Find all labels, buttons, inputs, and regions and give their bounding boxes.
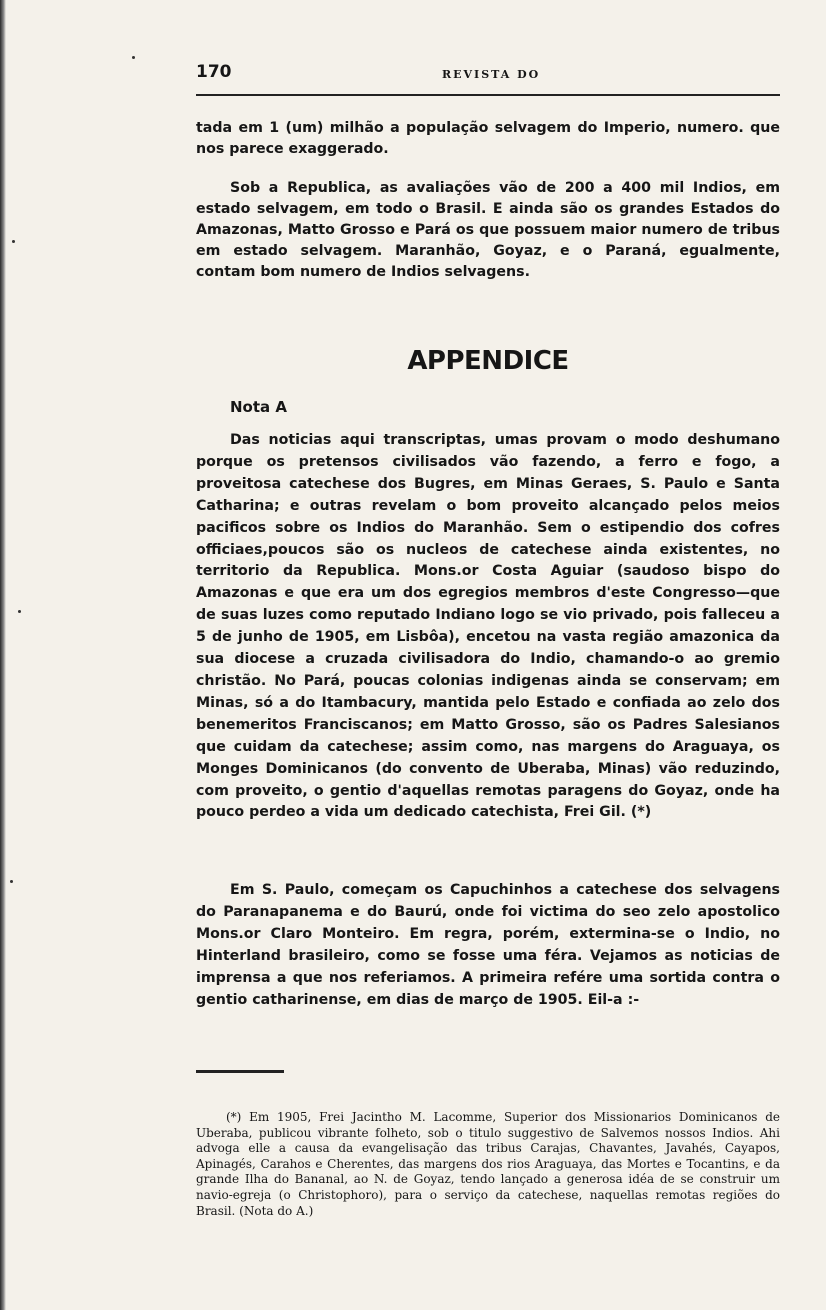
scan-binding-edge xyxy=(0,0,6,1310)
scan-speck xyxy=(10,880,13,883)
footnote-rule xyxy=(196,1070,284,1073)
page-number: 170 xyxy=(196,62,232,82)
header-rule xyxy=(196,94,780,96)
paragraph-population-empire xyxy=(196,118,780,160)
scan-speck xyxy=(132,56,135,59)
footnote-text: (*) Em 1905, Frei Jacintho M. Lacomme, Superior dos Missionarios Dominicanos de Uberaba, publicou vibrante folheto, sob o titulo suggestivo de Salvemos nossos Indios. Ahi advoga elle a causa da evangelisação das tribus Carajas, Chavantes, Javahés, Cayapos, Apinagés, Carahos e Cherentes, das margens dos rios Araguaya, das Mortes e Tocantins, e da grande Ilha do Bananal, ao N. de Goyaz, tendo lançado a generosa idéa de se construir um navio-egreja (o Christophoro), para o serviço da catechese, naquellas remotas regiões do Brasil. (Nota do A.) xyxy=(196,1110,780,1218)
footnote xyxy=(196,1110,780,1219)
paragraph-republic-estimates xyxy=(196,178,780,283)
paragraph-catechesis-news xyxy=(196,430,780,824)
scan-speck xyxy=(12,240,15,243)
paragraph-sao-paulo xyxy=(196,880,780,1011)
scan-speck xyxy=(18,610,21,613)
running-head: REVISTA DO xyxy=(442,68,541,81)
paragraph-text: Das noticias aqui transcriptas, umas provam o modo deshumano porque os pretensos civilisados vão fazendo, a ferro e fogo, a proveitosa catechese dos Bugres, em Minas Geraes, S. Paulo e Santa Catharina; e outras revelam o bom proveito alcançado pelos meios pacificos sobre os Indios do Maranhão. Sem o estipendio dos cofres officiaes,poucos são os nucleos de catechese ainda existentes, no territorio da Republica. Mons.or Costa Aguiar (saudoso bispo do Amazonas e que era um dos egregios membros d'este Congresso—que de suas luzes como reputado Indiano logo se vio privado, pois falleceu a 5 de junho de 1905, em Lisbôa), encetou na vasta região amazonica da sua diocese a cruzada civilisadora do Indio, chamando-o ao gremio christão. No Pará, poucas colonias indigenas ainda se conservam; em Minas, só a do Itambacury, mantida pelo Estado e confiada ao zelo dos benemeritos Franciscanos; em Matto Grosso, são os Padres Salesianos que cuidam da catechese; assim como, nas margens do Araguaya, os Monges Dominicanos (do convento de Uberaba, Minas) vão reduzindo, com proveito, o gentio d'aquellas remotas paragens do Goyaz, onde ha pouco perdeo a vida um dedicado catechista, Frei Gil. (*) xyxy=(196,432,780,821)
note-label: Nota A xyxy=(230,398,287,416)
paragraph-text: tada em 1 (um) milhão a população selvagem do Imperio, numero. que nos parece exaggerado. xyxy=(196,120,780,157)
appendix-title: APPENDICE xyxy=(407,346,569,376)
page-header xyxy=(196,58,780,88)
paragraph-text: Em S. Paulo, começam os Capuchinhos a catechese dos selvagens do Paranapanema e do Baurú, onde foi victima do seo zelo apostolico Mons.or Claro Monteiro. Em regra, porém, extermina-se o Indio, no Hinterland brasileiro, como se fosse uma féra. Vejamos as noticias de imprensa a que nos referiamos. A primeira refére uma sortida contra o gentio catharinense, em dias de março de 1905. Eil-a :- xyxy=(196,882,780,1008)
paragraph-text: Sob a Republica, as avaliações vão de 200 a 400 mil Indios, em estado selvagem, em todo o Brasil. E ainda são os grandes Estados do Amazonas, Matto Grosso e Pará os que possuem maior numero de tribus em estado selvagem. Maranhão, Goyaz, e o Paraná, egualmente, contam bom numero de Indios selvagens. xyxy=(196,180,780,280)
